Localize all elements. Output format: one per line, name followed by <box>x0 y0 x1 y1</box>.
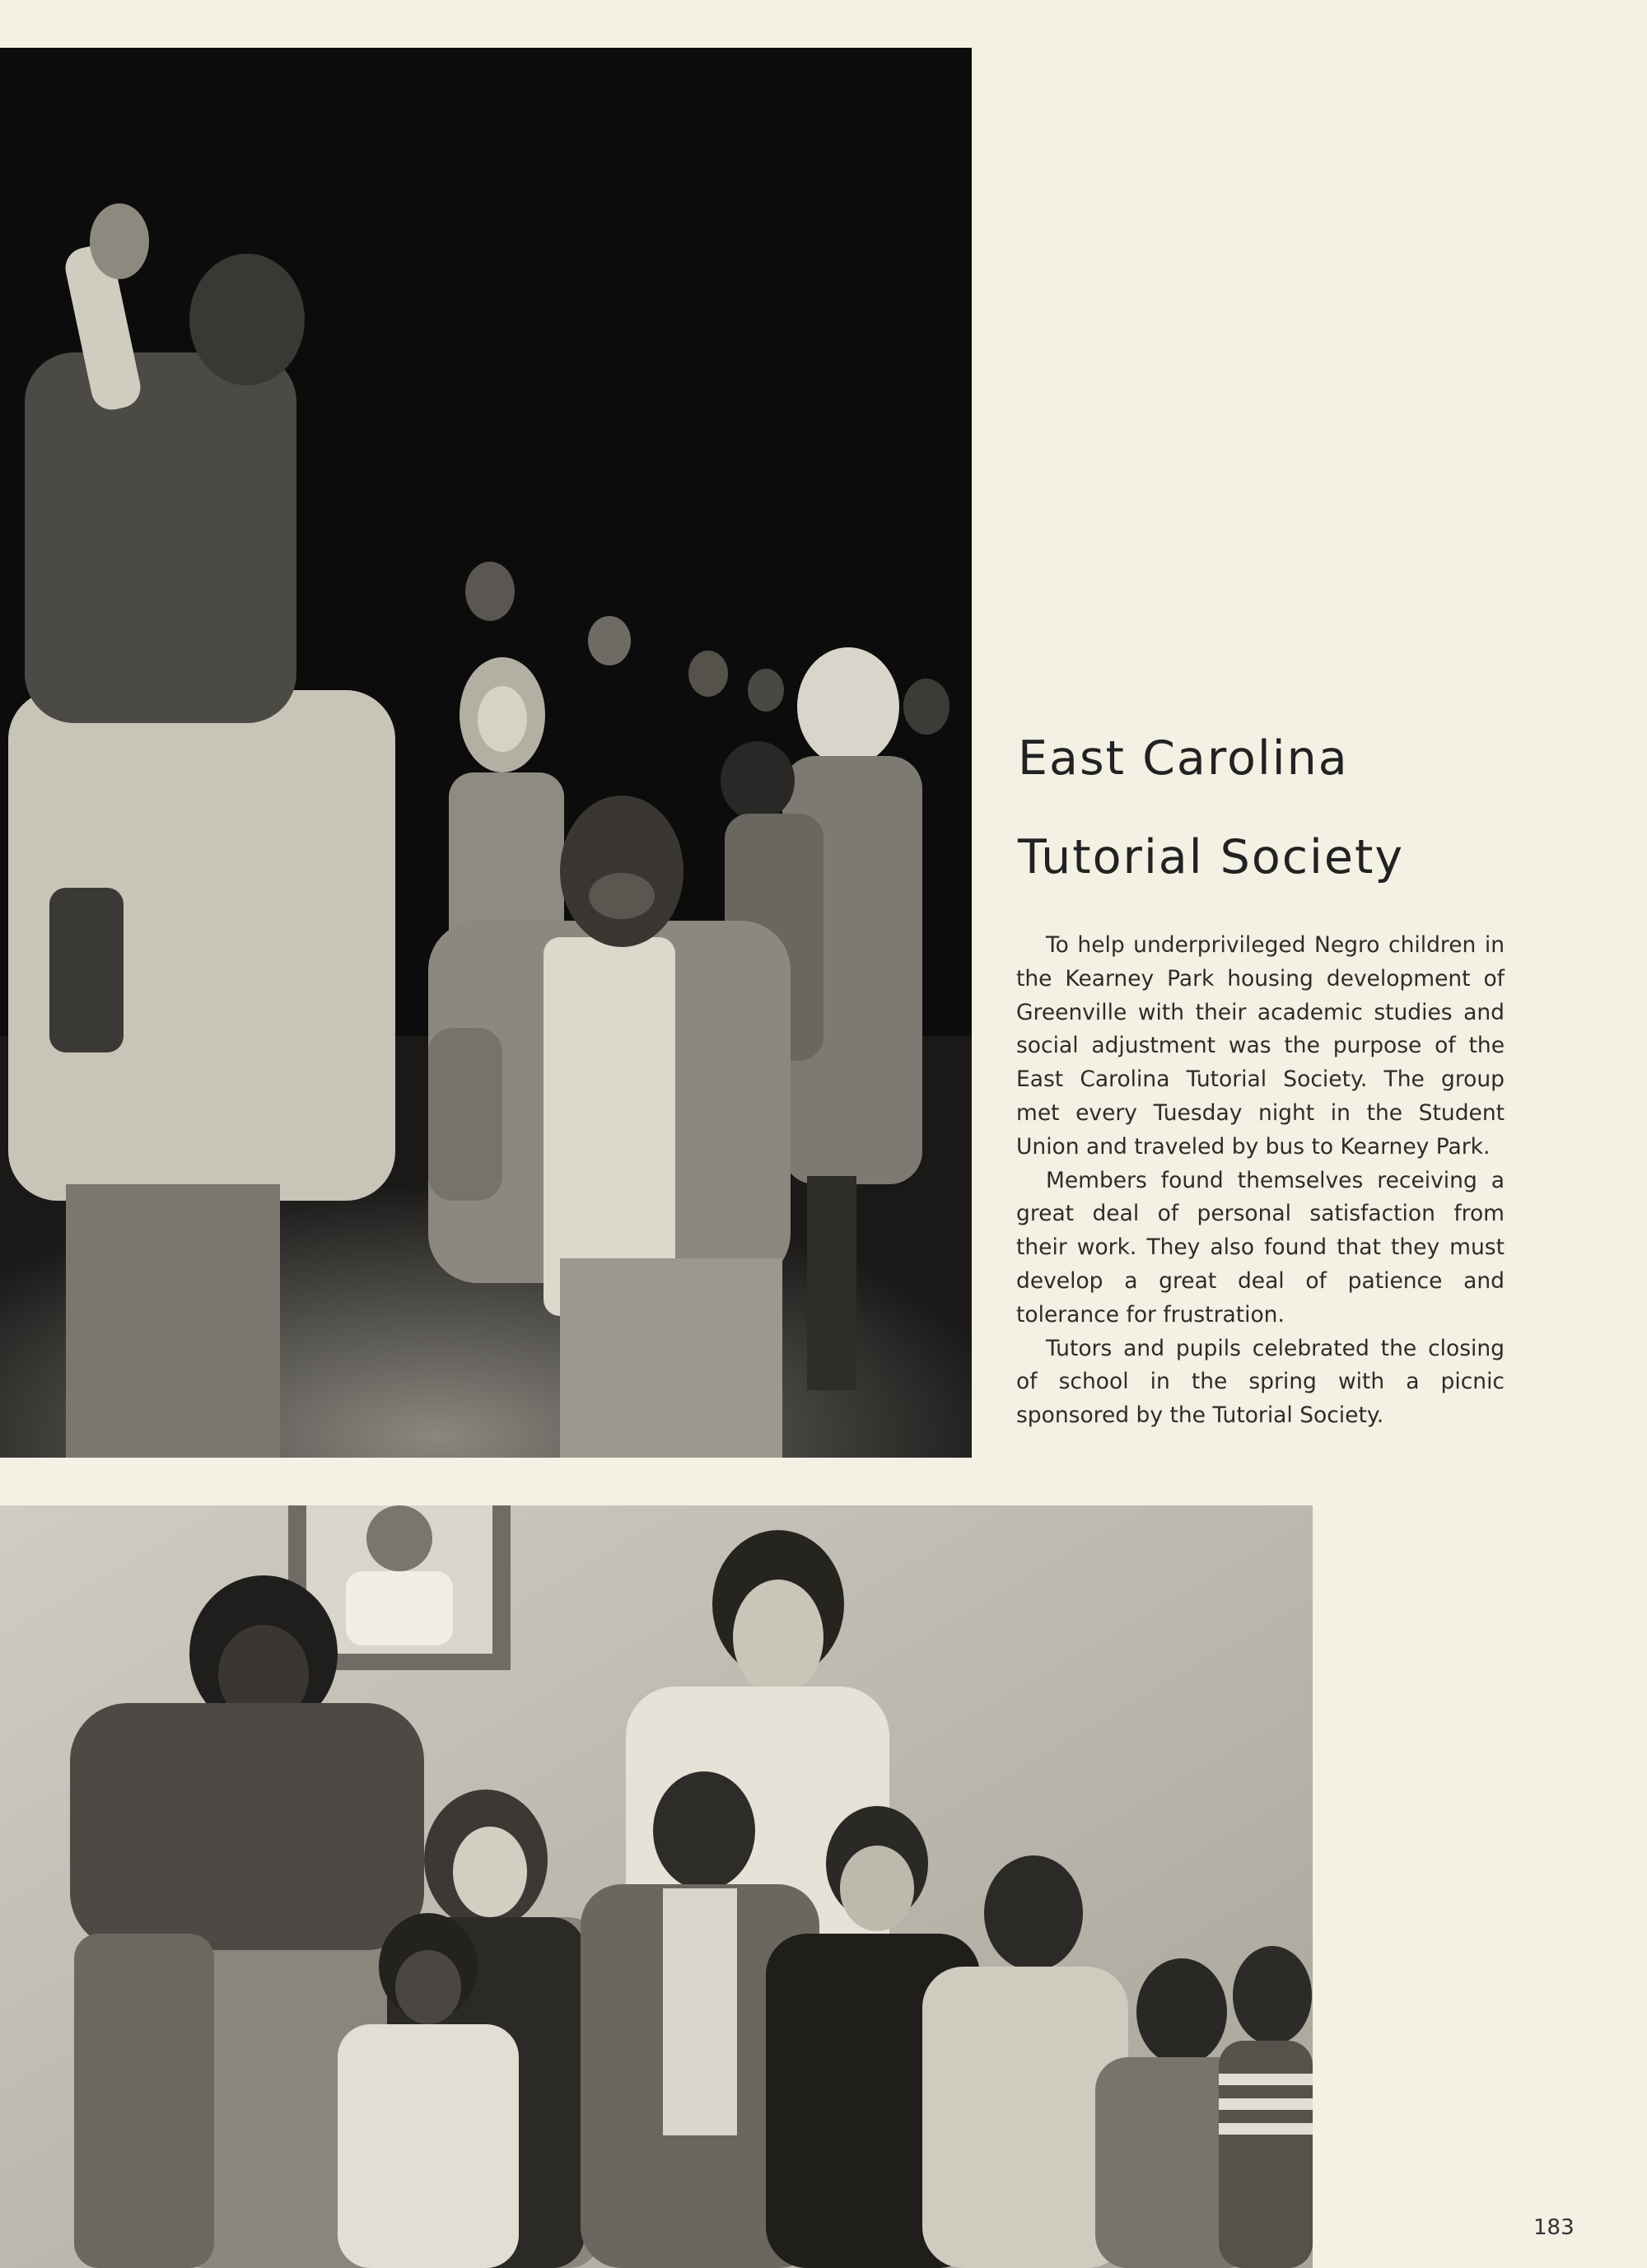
article-paragraph: Members found themselves receiving a great deal of personal satisfaction from their work. They also found that they must develop a great deal of patience and tolerance for frustration. <box>1016 1167 1505 1328</box>
article-body <box>1016 929 1505 1433</box>
article-title-line-1: East Carolina <box>1018 731 1349 786</box>
article-paragraph: Tutors and pupils celebrated the closing of school in the spring with a picnic sponsored by the Tutorial Society. <box>1016 1335 1505 1429</box>
article-title-line-2: Tutorial Society <box>1018 830 1405 884</box>
group-photo-graphic <box>0 1505 1313 2268</box>
page-number: 183 <box>1533 2215 1575 2240</box>
crowd-photo-graphic <box>0 48 972 1458</box>
crowd-photo <box>0 48 972 1458</box>
article-paragraph: To help underprivileged Negro children in the Kearney Park housing development of Greenville with their academic studies and social adjustment was the purpose of the East Carolina Tutorial Society. The group met every Tuesday night in the Student Union and traveled by bus to Kearney Park. <box>1016 932 1505 1160</box>
group-photo <box>0 1505 1313 2268</box>
